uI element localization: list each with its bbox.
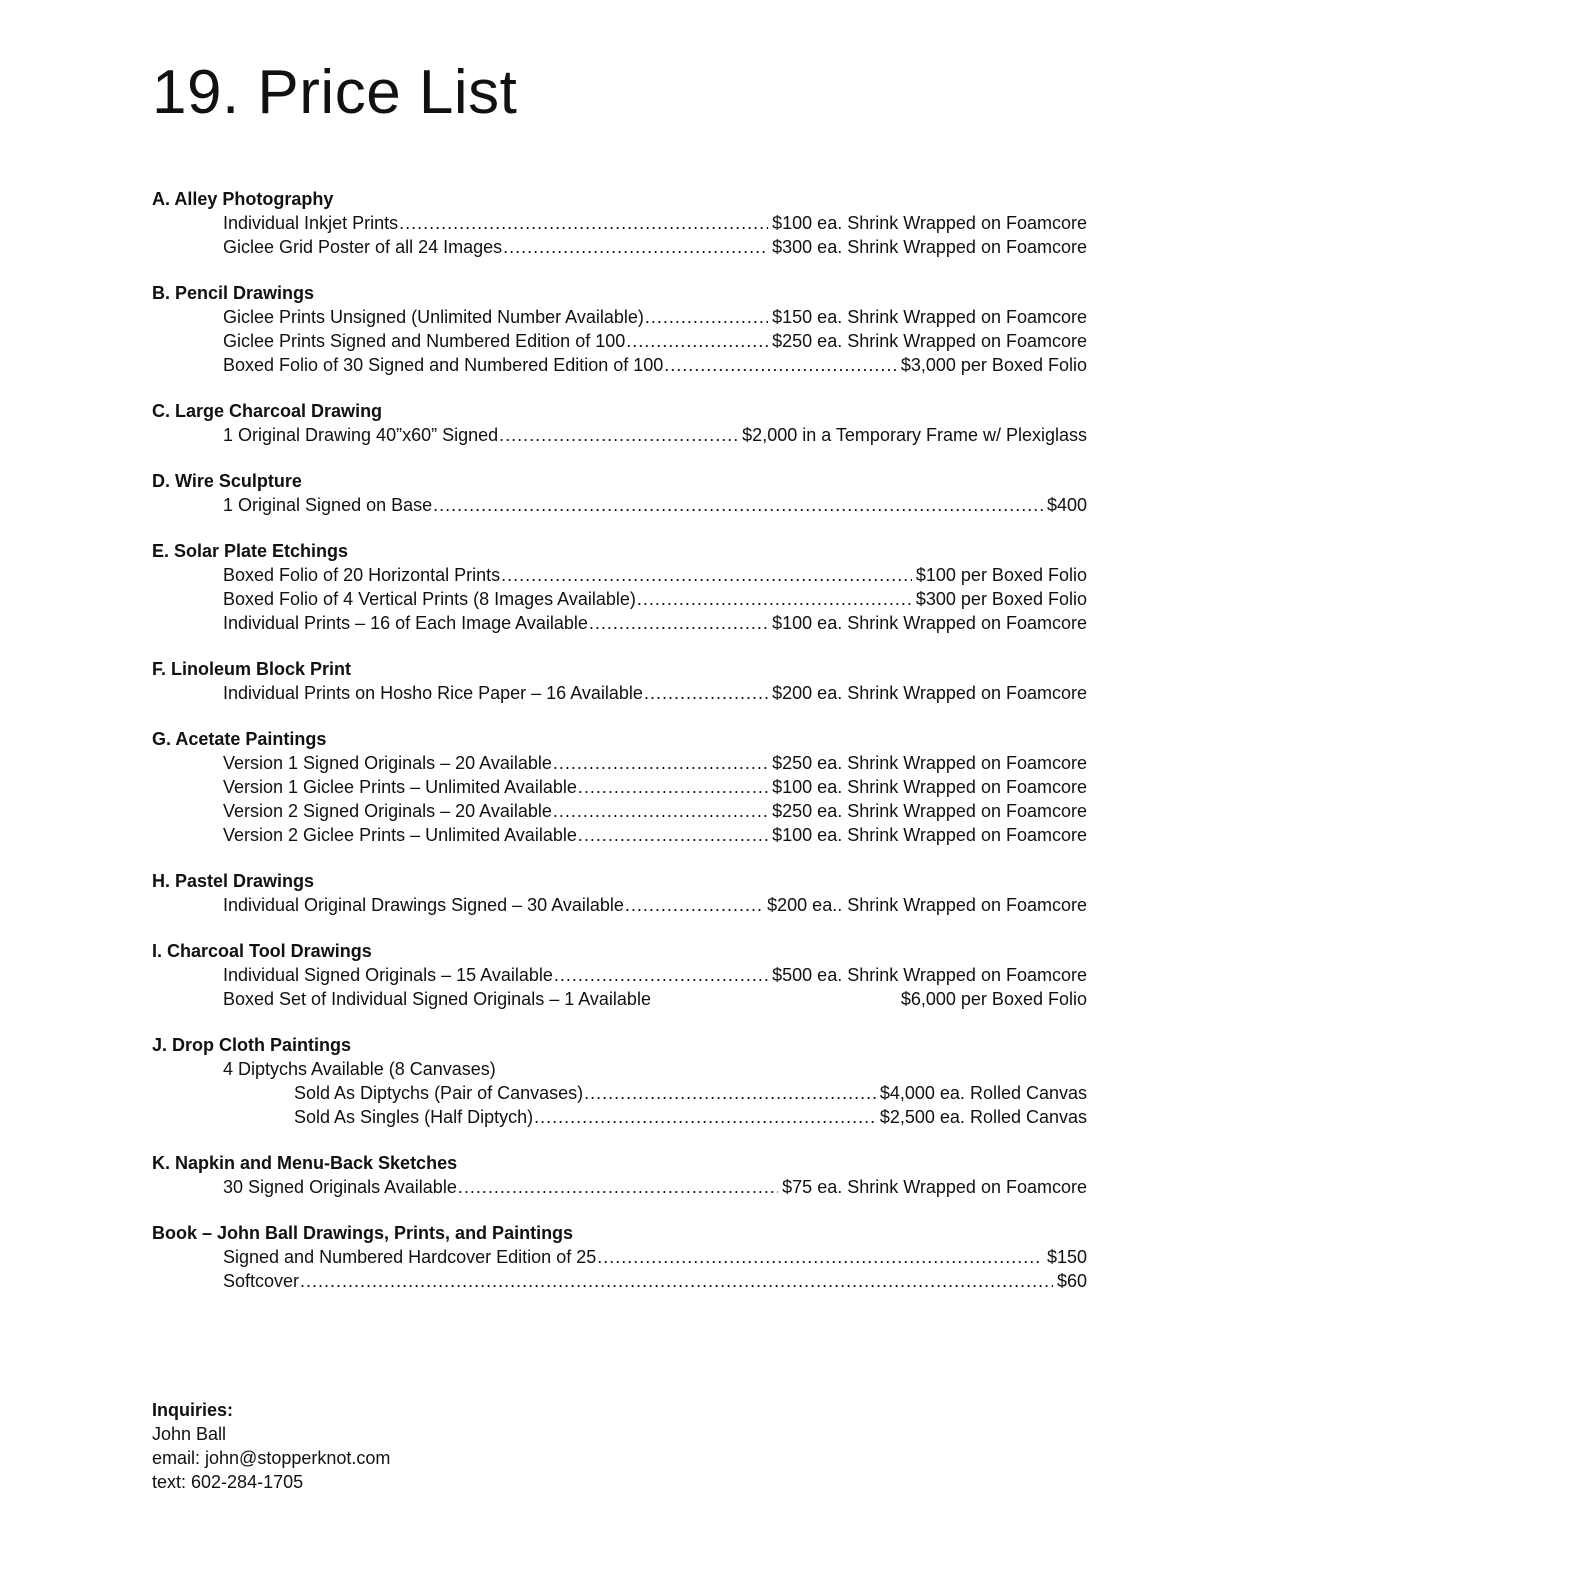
price-entry xyxy=(152,1057,1087,1081)
price-entry xyxy=(152,329,1087,353)
section-heading: B. Pencil Drawings xyxy=(152,283,315,303)
price-entry xyxy=(152,563,1087,587)
entry-price: $100 ea. Shrink Wrapped on Foamcore xyxy=(772,613,1087,633)
dot-leader xyxy=(503,235,768,259)
entry-price: $300 ea. Shrink Wrapped on Foamcore xyxy=(772,237,1087,257)
contact-phone: text: 602-284-1705 xyxy=(152,1472,304,1492)
price-section xyxy=(152,869,1087,917)
price-entry xyxy=(152,423,1087,447)
entry-description: Giclee Grid Poster of all 24 Images xyxy=(223,237,503,257)
entry-price: $250 ea. Shrink Wrapped on Foamcore xyxy=(772,801,1087,821)
entry-price: $4,000 ea. Rolled Canvas xyxy=(879,1083,1087,1103)
entry-description: Sold As Diptychs (Pair of Canvases) xyxy=(294,1083,584,1103)
entry-price: $100 ea. Shrink Wrapped on Foamcore xyxy=(772,213,1087,233)
dot-leader xyxy=(300,1269,1053,1293)
entry-price: $150 xyxy=(1046,1247,1087,1267)
section-heading: I. Charcoal Tool Drawings xyxy=(152,941,372,961)
price-entry xyxy=(152,823,1087,847)
price-section xyxy=(152,1151,1087,1199)
section-heading: Book – John Ball Drawings, Prints, and Paintings xyxy=(152,1223,574,1243)
entry-price: $3,000 per Boxed Folio xyxy=(900,355,1087,375)
price-entry xyxy=(152,987,1087,1011)
dot-leader xyxy=(626,329,768,353)
entry-description: 1 Original Signed on Base xyxy=(223,495,433,515)
entry-description: Signed and Numbered Hardcover Edition of 25 xyxy=(223,1247,597,1267)
price-list xyxy=(152,187,1087,1315)
entry-description: Boxed Folio of 20 Horizontal Prints xyxy=(223,565,501,585)
price-entry xyxy=(152,751,1087,775)
price-entry xyxy=(152,1081,1087,1105)
price-section xyxy=(152,281,1087,377)
section-heading: D. Wire Sculpture xyxy=(152,471,302,491)
entry-description: 1 Original Drawing 40”x60” Signed xyxy=(223,425,499,445)
price-entry xyxy=(152,353,1087,377)
entry-description: Individual Signed Originals – 15 Available xyxy=(223,965,553,985)
entry-description: Individual Inkjet Prints xyxy=(223,213,399,233)
entry-price: $2,000 in a Temporary Frame w/ Plexiglass xyxy=(742,425,1087,445)
entry-description: Giclee Prints Unsigned (Unlimited Number Available) xyxy=(223,307,644,327)
entry-price: $100 ea. Shrink Wrapped on Foamcore xyxy=(772,825,1087,845)
price-entry xyxy=(152,305,1087,329)
entry-description: Individual Original Drawings Signed – 30 Available xyxy=(223,895,624,915)
price-entry xyxy=(152,1175,1087,1199)
section-heading: F. Linoleum Block Print xyxy=(152,659,352,679)
entry-description: Version 1 Giclee Prints – Unlimited Available xyxy=(223,777,577,797)
contact-block xyxy=(152,1398,390,1494)
dot-leader xyxy=(578,775,768,799)
dot-leader xyxy=(625,893,763,917)
price-entry xyxy=(152,893,1087,917)
entry-description: Boxed Folio of 30 Signed and Numbered Edition of 100 xyxy=(223,355,664,375)
price-entry xyxy=(152,211,1087,235)
price-entry xyxy=(152,681,1087,705)
entry-description: Sold As Singles (Half Diptych) xyxy=(294,1107,534,1127)
entry-description: Individual Prints on Hosho Rice Paper – 16 Available xyxy=(223,683,643,703)
section-heading: A. Alley Photography xyxy=(152,189,334,209)
entry-description: Version 1 Signed Originals – 20 Available xyxy=(223,753,552,773)
dot-leader xyxy=(501,563,912,587)
dot-leader xyxy=(554,963,768,987)
entry-price: $200 ea.. Shrink Wrapped on Foamcore xyxy=(767,895,1087,915)
entry-price: $400 xyxy=(1046,495,1087,515)
price-entry xyxy=(152,587,1087,611)
price-entry xyxy=(152,1245,1087,1269)
dot-leader xyxy=(458,1175,778,1199)
entry-price: $100 per Boxed Folio xyxy=(915,565,1087,585)
entry-description: Version 2 Signed Originals – 20 Available xyxy=(223,801,552,821)
dot-leader xyxy=(584,1081,876,1105)
dot-leader xyxy=(534,1105,876,1129)
dot-leader xyxy=(499,423,738,447)
entry-description: 4 Diptychs Available (8 Canvases) xyxy=(223,1059,496,1079)
entry-price: $250 ea. Shrink Wrapped on Foamcore xyxy=(772,331,1087,351)
contact-email: email: john@stopperknot.com xyxy=(152,1448,391,1468)
dot-leader xyxy=(645,305,768,329)
section-heading: C. Large Charcoal Drawing xyxy=(152,401,383,421)
entry-price: $100 ea. Shrink Wrapped on Foamcore xyxy=(772,777,1087,797)
entry-description: Softcover xyxy=(223,1271,300,1291)
price-section xyxy=(152,469,1087,517)
entry-description: Version 2 Giclee Prints – Unlimited Available xyxy=(223,825,577,845)
section-heading: H. Pastel Drawings xyxy=(152,871,315,891)
dot-leader xyxy=(597,1245,1043,1269)
price-entry xyxy=(152,611,1087,635)
price-entry xyxy=(152,799,1087,823)
entry-price: $300 per Boxed Folio xyxy=(915,589,1087,609)
price-entry xyxy=(152,963,1087,987)
entry-description: Giclee Prints Signed and Numbered Edition of 100 xyxy=(223,331,626,351)
entry-price: $2,500 ea. Rolled Canvas xyxy=(879,1107,1087,1127)
dot-leader xyxy=(578,823,768,847)
price-section xyxy=(152,539,1087,635)
price-entry xyxy=(152,775,1087,799)
price-entry xyxy=(152,235,1087,259)
dot-leader xyxy=(589,611,768,635)
section-heading: G. Acetate Paintings xyxy=(152,729,327,749)
price-section xyxy=(152,657,1087,705)
entry-price: $150 ea. Shrink Wrapped on Foamcore xyxy=(772,307,1087,327)
dot-leader xyxy=(433,493,1043,517)
dot-leader xyxy=(644,681,768,705)
section-heading: E. Solar Plate Etchings xyxy=(152,541,349,561)
section-heading: J. Drop Cloth Paintings xyxy=(152,1035,352,1055)
entry-price: $75 ea. Shrink Wrapped on Foamcore xyxy=(782,1177,1087,1197)
page-title: 19. Price List xyxy=(152,58,518,127)
entry-description: 30 Signed Originals Available xyxy=(223,1177,457,1197)
contact-name: John Ball xyxy=(152,1424,227,1444)
entry-price: $60 xyxy=(1056,1271,1087,1291)
dot-leader xyxy=(637,587,912,611)
dot-leader xyxy=(553,799,768,823)
price-section xyxy=(152,1221,1087,1293)
entry-description: Boxed Set of Individual Signed Originals – 1 Available xyxy=(223,989,651,1009)
entry-description: Boxed Folio of 4 Vertical Prints (8 Images Available) xyxy=(223,589,636,609)
price-entry xyxy=(152,1105,1087,1129)
price-section xyxy=(152,187,1087,259)
price-section xyxy=(152,727,1087,847)
entry-price: $250 ea. Shrink Wrapped on Foamcore xyxy=(772,753,1087,773)
price-section xyxy=(152,399,1087,447)
dot-leader xyxy=(399,211,768,235)
contact-heading: Inquiries: xyxy=(152,1400,234,1420)
price-entry xyxy=(152,1269,1087,1293)
dot-leader xyxy=(664,353,897,377)
price-section xyxy=(152,939,1087,1011)
entry-price: $500 ea. Shrink Wrapped on Foamcore xyxy=(772,965,1087,985)
dot-leader xyxy=(553,751,768,775)
entry-price: $6,000 per Boxed Folio xyxy=(900,989,1087,1009)
entry-price: $200 ea. Shrink Wrapped on Foamcore xyxy=(772,683,1087,703)
price-section xyxy=(152,1033,1087,1129)
price-entry xyxy=(152,493,1087,517)
entry-description: Individual Prints – 16 of Each Image Available xyxy=(223,613,588,633)
section-heading: K. Napkin and Menu-Back Sketches xyxy=(152,1153,458,1173)
